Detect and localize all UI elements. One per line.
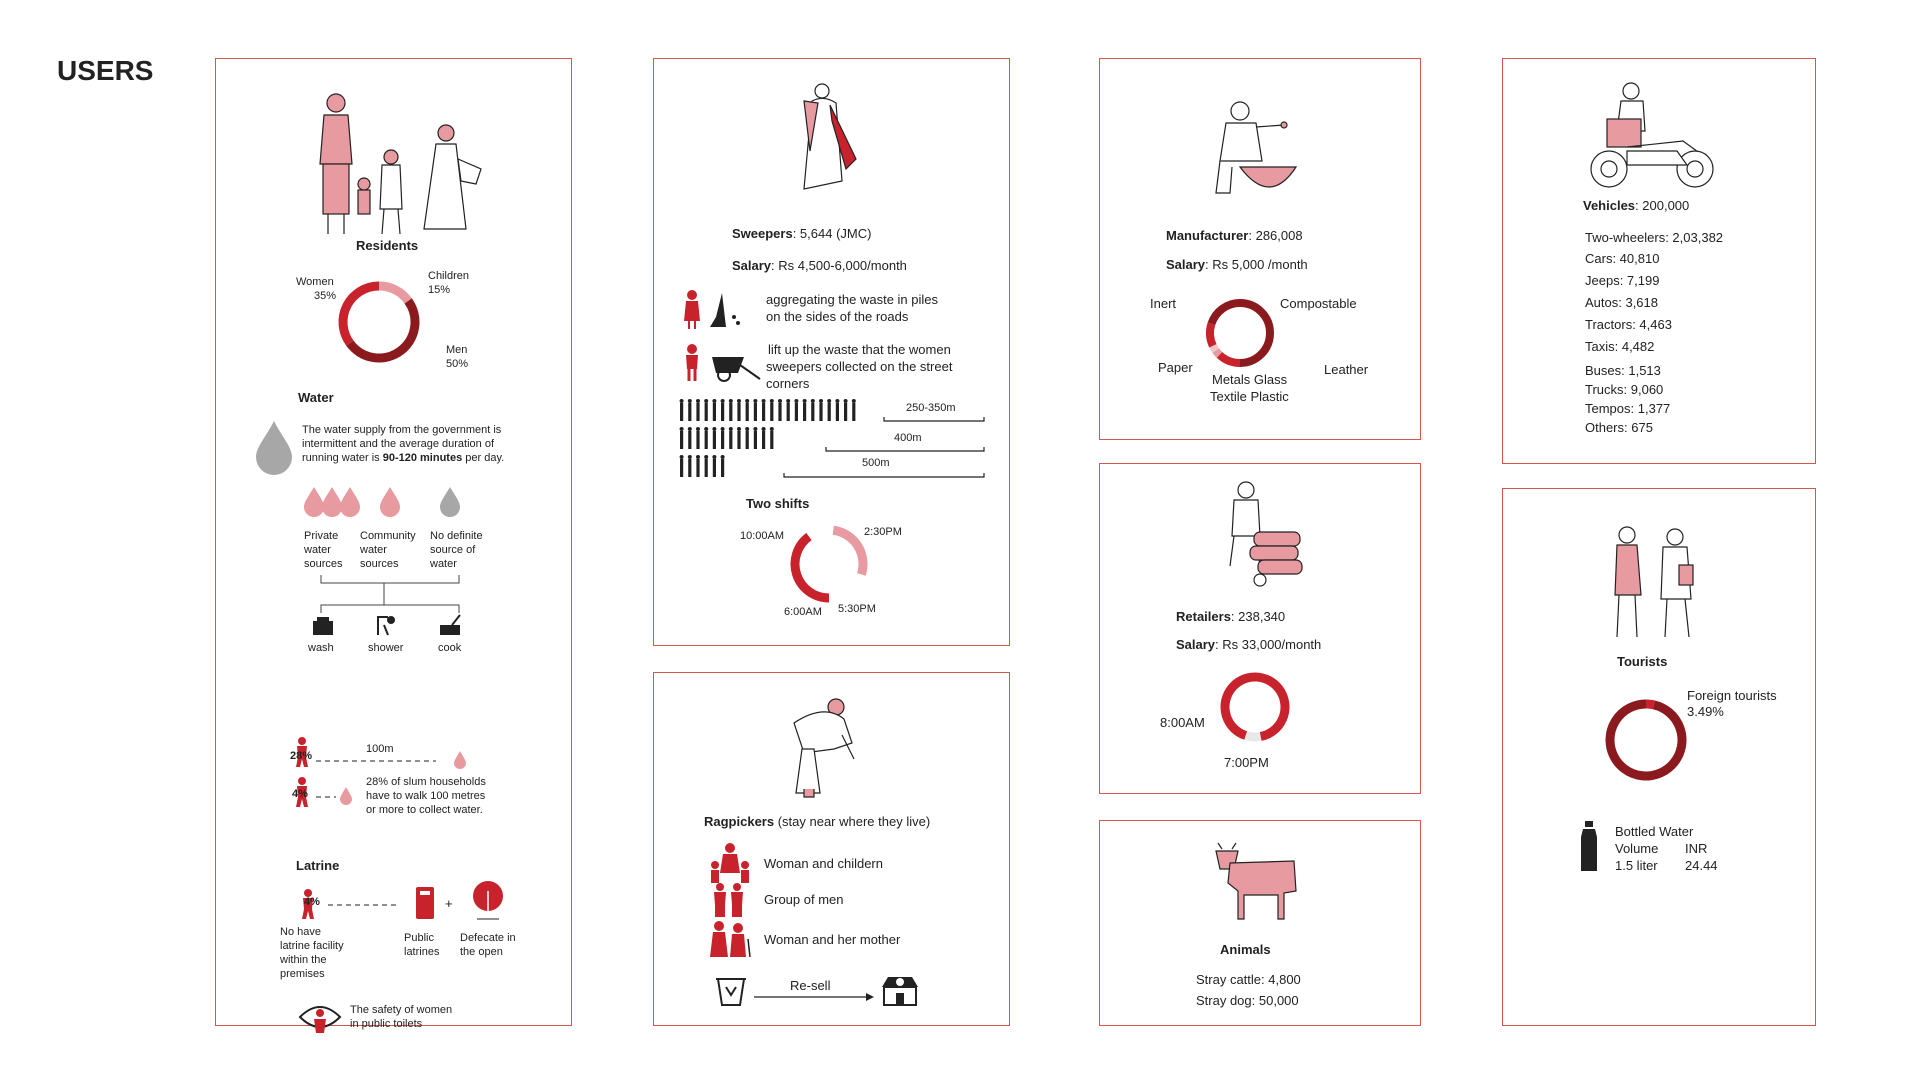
person-head	[737, 427, 741, 431]
eye-icon	[298, 999, 342, 1035]
person-figure	[770, 431, 773, 449]
sweepers-salary	[732, 257, 907, 274]
person-head	[786, 399, 790, 403]
public-latrine-icon	[414, 885, 436, 921]
men-slice	[350, 301, 415, 358]
cook-icon	[438, 613, 464, 637]
person-head	[794, 399, 798, 403]
person-figure	[696, 431, 699, 449]
open-defecate-2: the open	[460, 946, 503, 958]
water-desc-1: The water supply from the government is	[302, 424, 502, 436]
person-head	[712, 455, 716, 459]
sweepers-salary-value: : Rs 4,500-6,000/month	[771, 258, 907, 273]
water-desc-2: intermittent and the average duration of	[302, 438, 495, 450]
dist-500: 500m	[862, 457, 890, 469]
nodef-source-l2: source of	[430, 544, 476, 556]
latrine-none-2: latrine facility	[280, 940, 344, 952]
person-figure	[680, 403, 683, 421]
task1-1: aggregating the waste in piles	[766, 292, 939, 307]
manufacturer-panel	[1099, 58, 1421, 440]
walk-desc-1: 28% of slum households	[366, 776, 486, 788]
person-head	[827, 399, 831, 403]
women-pct: 35%	[314, 290, 337, 302]
vehicle-item: Jeeps: 7,199	[1585, 273, 1660, 288]
foreign-tourists-slice	[1646, 704, 1654, 705]
vehicles-total	[1583, 197, 1689, 214]
shop-icon	[880, 973, 920, 1007]
vehicle-item: Tempos: 1,377	[1585, 401, 1671, 416]
person-head	[680, 427, 684, 431]
community-source-l2: water	[360, 544, 387, 556]
person-head	[704, 455, 708, 459]
residents-title: Residents	[356, 238, 419, 253]
children-label: Children	[428, 270, 469, 282]
person-figure	[688, 459, 691, 477]
resell-label: Re-sell	[790, 978, 831, 993]
closed-hours-slice	[1246, 736, 1261, 737]
safety-1: The safety of women	[350, 1004, 453, 1016]
retailers-count	[1176, 608, 1285, 625]
dist-250: 250-350m	[906, 402, 956, 414]
person-figure	[705, 403, 708, 421]
distance-lines	[784, 411, 984, 491]
person-head	[688, 399, 692, 403]
vehicle-item: Trucks: 9,060	[1585, 382, 1664, 397]
person-figure	[778, 403, 781, 421]
vehicles-label: Vehicles	[1583, 198, 1636, 213]
compostable-label: Compostable	[1280, 296, 1357, 311]
woman-mother-icon	[710, 921, 750, 957]
task2-3: corners	[766, 376, 810, 391]
vehicle-item: Autos: 3,618	[1585, 295, 1658, 310]
vehicle-item: Buses: 1,513	[1585, 363, 1661, 378]
person-head	[770, 427, 774, 431]
person-head	[745, 427, 749, 431]
bottled-volume-label: Volume	[1615, 841, 1659, 856]
person-head	[819, 399, 823, 403]
vehicle-item: Two-wheelers: 2,03,382	[1585, 230, 1724, 245]
nodef-source-l3: water	[430, 558, 457, 570]
retail-close-time: 7:00PM	[1224, 755, 1269, 770]
stray-cattle: Stray cattle: 4,800	[1196, 972, 1301, 987]
person-figure	[705, 431, 708, 449]
water-desc-3	[302, 451, 504, 465]
cook-label: cook	[438, 642, 462, 654]
shower-label: shower	[368, 642, 404, 654]
person-head	[852, 399, 856, 403]
person-figure	[680, 459, 683, 477]
person-head	[688, 427, 692, 431]
task2-2: sweepers collected on the street	[766, 359, 953, 374]
retailers-salary-label: Salary	[1176, 637, 1216, 652]
walk-drop-icon-2	[339, 787, 353, 805]
manufacturer-salary-label: Salary	[1166, 257, 1206, 272]
water-drop-icon	[254, 419, 294, 469]
ragpicker-illustration	[774, 693, 864, 803]
person-head	[803, 399, 807, 403]
women-label: Women	[296, 276, 334, 288]
no-source-water-drop-icon	[438, 487, 462, 517]
sweepers-value: : 5,644 (JMC)	[792, 226, 872, 241]
person-figure	[737, 403, 740, 421]
recycle-bin-icon	[716, 971, 746, 1005]
dist-400: 400m	[894, 432, 922, 444]
children-slice	[379, 286, 408, 301]
ragpickers-note: (stay near where they live)	[774, 814, 931, 829]
stray-dog: Stray dog: 50,000	[1196, 993, 1299, 1008]
person-head	[712, 399, 716, 403]
domestic-tourists-slice	[1610, 704, 1682, 776]
shift-time-4: 5:30PM	[838, 603, 876, 615]
person-head	[712, 427, 716, 431]
nodef-source-l1: No definite	[430, 530, 483, 542]
water-title: Water	[298, 390, 334, 405]
person-head	[721, 455, 725, 459]
person-head	[696, 399, 700, 403]
person-head	[688, 455, 692, 459]
manufacturer-value: : 286,008	[1248, 228, 1303, 243]
retailers-salary	[1176, 636, 1321, 653]
retailers-salary-value: : Rs 33,000/month	[1215, 637, 1322, 652]
woman-children-icon	[708, 843, 752, 883]
task2-1: lift up the waste that the women	[768, 342, 951, 357]
sweepers-count	[732, 225, 871, 242]
person-figure	[721, 403, 724, 421]
afternoon-shift-slice	[833, 530, 863, 574]
textile-plastic-slice	[1213, 346, 1216, 351]
ragpickers-panel	[653, 672, 1010, 1026]
person-head	[696, 455, 700, 459]
person-figure	[688, 431, 691, 449]
person-figure	[737, 431, 740, 449]
compostable-slice	[1240, 303, 1270, 363]
waste-donut	[1202, 295, 1282, 375]
bottled-water-title: Bottled Water	[1615, 824, 1694, 839]
person-head	[762, 427, 766, 431]
shift-time-2: 2:30PM	[864, 526, 902, 538]
vehicle-item: Taxis: 4,482	[1585, 339, 1655, 354]
break-slice	[809, 530, 833, 536]
private-source-l1: Private	[304, 530, 339, 542]
person-head	[721, 427, 725, 431]
water-desc-3a: running water is	[302, 452, 383, 464]
group-woman-children: Woman and childern	[764, 856, 883, 871]
person-head	[745, 399, 749, 403]
manufacturer-salary	[1166, 256, 1308, 273]
resell-arrow	[754, 991, 874, 1003]
public-latrine-2: latrines	[404, 946, 440, 958]
person-figure	[746, 431, 749, 449]
latrine-dash-line	[328, 900, 408, 910]
leather-slice	[1219, 355, 1240, 363]
vehicle-item: Others: 675	[1585, 420, 1653, 435]
sweeper-illustration	[784, 81, 864, 201]
manufacturer-label: Manufacturer	[1166, 228, 1249, 243]
tourists-panel	[1502, 488, 1816, 1026]
shift-donut	[786, 521, 876, 611]
group-men: Group of men	[764, 892, 844, 907]
tree-icon	[471, 881, 505, 921]
latrine-pct: 4%	[304, 896, 320, 908]
walk-drop-icon	[453, 751, 467, 769]
women-slice	[343, 286, 379, 343]
two-shifts-title: Two shifts	[746, 496, 810, 511]
foreign-tourists-label: Foreign tourists	[1687, 688, 1777, 703]
person-figure	[770, 403, 773, 421]
sweepers-panel	[653, 58, 1010, 646]
retailer-hours-donut	[1216, 668, 1296, 748]
tourists-illustration	[1603, 525, 1703, 645]
person-figure	[713, 431, 716, 449]
man-cart-icon	[682, 343, 762, 383]
person-head	[844, 399, 848, 403]
person-figure	[754, 403, 757, 421]
private-source-l2: water	[304, 544, 331, 556]
open-hours-slice	[1225, 677, 1285, 736]
person-head	[753, 427, 757, 431]
person-figure	[721, 459, 724, 477]
community-source-l3: sources	[360, 558, 399, 570]
ragpickers-heading	[704, 813, 930, 830]
task1-2: on the sides of the roads	[766, 309, 909, 324]
person-figure	[729, 431, 732, 449]
person-head	[729, 399, 733, 403]
bottle-icon	[1579, 821, 1599, 873]
latrine-title: Latrine	[296, 858, 340, 873]
vehicle-item: Tractors: 4,463	[1585, 317, 1672, 332]
animals-panel	[1099, 820, 1421, 1026]
retailer-illustration	[1220, 480, 1310, 590]
person-head	[721, 399, 725, 403]
person-figure	[705, 459, 708, 477]
public-latrine-1: Public	[404, 932, 434, 944]
bottled-inr-label: INR	[1685, 841, 1708, 856]
manufacturer-count	[1166, 227, 1303, 244]
sweepers-label: Sweepers	[732, 226, 793, 241]
vehicle-item: Cars: 40,810	[1585, 251, 1660, 266]
walk-dash-line	[316, 756, 446, 766]
retailers-panel	[1099, 463, 1421, 794]
bottled-price-value: 24.44	[1685, 858, 1718, 873]
person-figure	[746, 403, 749, 421]
walk-pct-2: 4%	[292, 788, 308, 800]
retailers-label: Retailers	[1176, 609, 1231, 624]
walk-desc-2: have to walk 100 metres	[366, 790, 486, 802]
walk-distance: 100m	[366, 743, 394, 755]
person-head	[704, 399, 708, 403]
group-woman-mother: Woman and her mother	[764, 932, 901, 947]
community-source-l1: Community	[360, 530, 416, 542]
ragpickers-label: Ragpickers	[704, 814, 775, 829]
motorbike-illustration	[1587, 81, 1717, 191]
woman-sweeper-icon	[682, 289, 742, 329]
water-duration: 90-120 minutes	[382, 452, 463, 464]
vehicles-value: : 200,000	[1635, 198, 1690, 213]
private-water-drops-icon	[304, 487, 364, 517]
shower-icon	[374, 613, 400, 637]
person-figure	[696, 403, 699, 421]
person-figure	[688, 403, 691, 421]
bottled-volume-value: 1.5 liter	[1615, 858, 1658, 873]
community-water-drop-icon	[378, 487, 402, 517]
person-head	[737, 399, 741, 403]
person-figure	[729, 403, 732, 421]
inert-label: Inert	[1150, 296, 1177, 311]
metals-glass-slice	[1216, 351, 1220, 355]
person-figure	[721, 431, 724, 449]
animals-title: Animals	[1220, 942, 1271, 957]
residents-panel	[215, 58, 572, 1030]
children-pct: 15%	[428, 284, 451, 296]
shift-time-1: 10:00AM	[740, 530, 785, 542]
foreign-tourists-pct: 3.49%	[1687, 704, 1724, 719]
latrine-none-1: No have	[280, 926, 321, 938]
wash-icon	[311, 615, 337, 639]
person-head	[704, 427, 708, 431]
person-head	[835, 399, 839, 403]
person-figure	[762, 403, 765, 421]
vehicles-panel	[1502, 58, 1816, 464]
latrine-none-4: premises	[280, 968, 325, 980]
person-head	[696, 427, 700, 431]
walk-desc-3: or more to collect water.	[366, 804, 483, 816]
tourists-title: Tourists	[1617, 654, 1668, 669]
wash-label: wash	[308, 642, 334, 654]
textile-label: Textile Plastic	[1210, 389, 1289, 404]
paper-label: Paper	[1158, 360, 1193, 375]
safety-2: in public toilets	[350, 1018, 423, 1030]
latrine-none-3: within the	[280, 954, 327, 966]
tourists-donut	[1601, 695, 1691, 785]
page-title: USERS	[57, 55, 154, 86]
latrine-plus: +	[445, 896, 453, 911]
water-desc-3c: per day.	[462, 452, 505, 464]
inert-slice	[1211, 303, 1240, 324]
sweepers-salary-label: Salary	[732, 258, 772, 273]
person-head	[729, 427, 733, 431]
water-usage-bracket	[321, 575, 481, 615]
private-source-l3: sources	[304, 558, 343, 570]
residents-donut	[334, 277, 434, 377]
person-figure	[680, 431, 683, 449]
paper-slice	[1210, 324, 1213, 346]
person-figure	[713, 459, 716, 477]
person-head	[680, 455, 684, 459]
person-head	[762, 399, 766, 403]
metals-label: Metals Glass	[1212, 372, 1288, 387]
leather-label: Leather	[1324, 362, 1369, 377]
person-head	[811, 399, 815, 403]
person-figure	[713, 403, 716, 421]
person-head	[778, 399, 782, 403]
residents-illustration	[296, 89, 496, 239]
men-label: Men	[446, 344, 468, 356]
person-figure	[754, 431, 757, 449]
person-figure	[696, 459, 699, 477]
men-pct: 50%	[446, 358, 469, 370]
manufacturer-illustration	[1200, 97, 1300, 207]
person-head	[680, 399, 684, 403]
morning-shift-slice	[795, 536, 829, 598]
person-head	[753, 399, 757, 403]
walk-pct-1: 28%	[290, 750, 313, 762]
open-defecate-1: Defecate in	[460, 932, 516, 944]
manufacturer-salary-value: : Rs 5,000 /month	[1205, 257, 1308, 272]
retailers-value: : 238,340	[1230, 609, 1286, 624]
person-figure	[762, 431, 765, 449]
group-men-icon	[712, 883, 746, 917]
shift-time-3: 6:00AM	[784, 606, 822, 618]
person-head	[770, 399, 774, 403]
retail-open-time: 8:00AM	[1160, 715, 1205, 730]
cow-icon	[1210, 843, 1300, 923]
off-slice	[829, 575, 861, 598]
